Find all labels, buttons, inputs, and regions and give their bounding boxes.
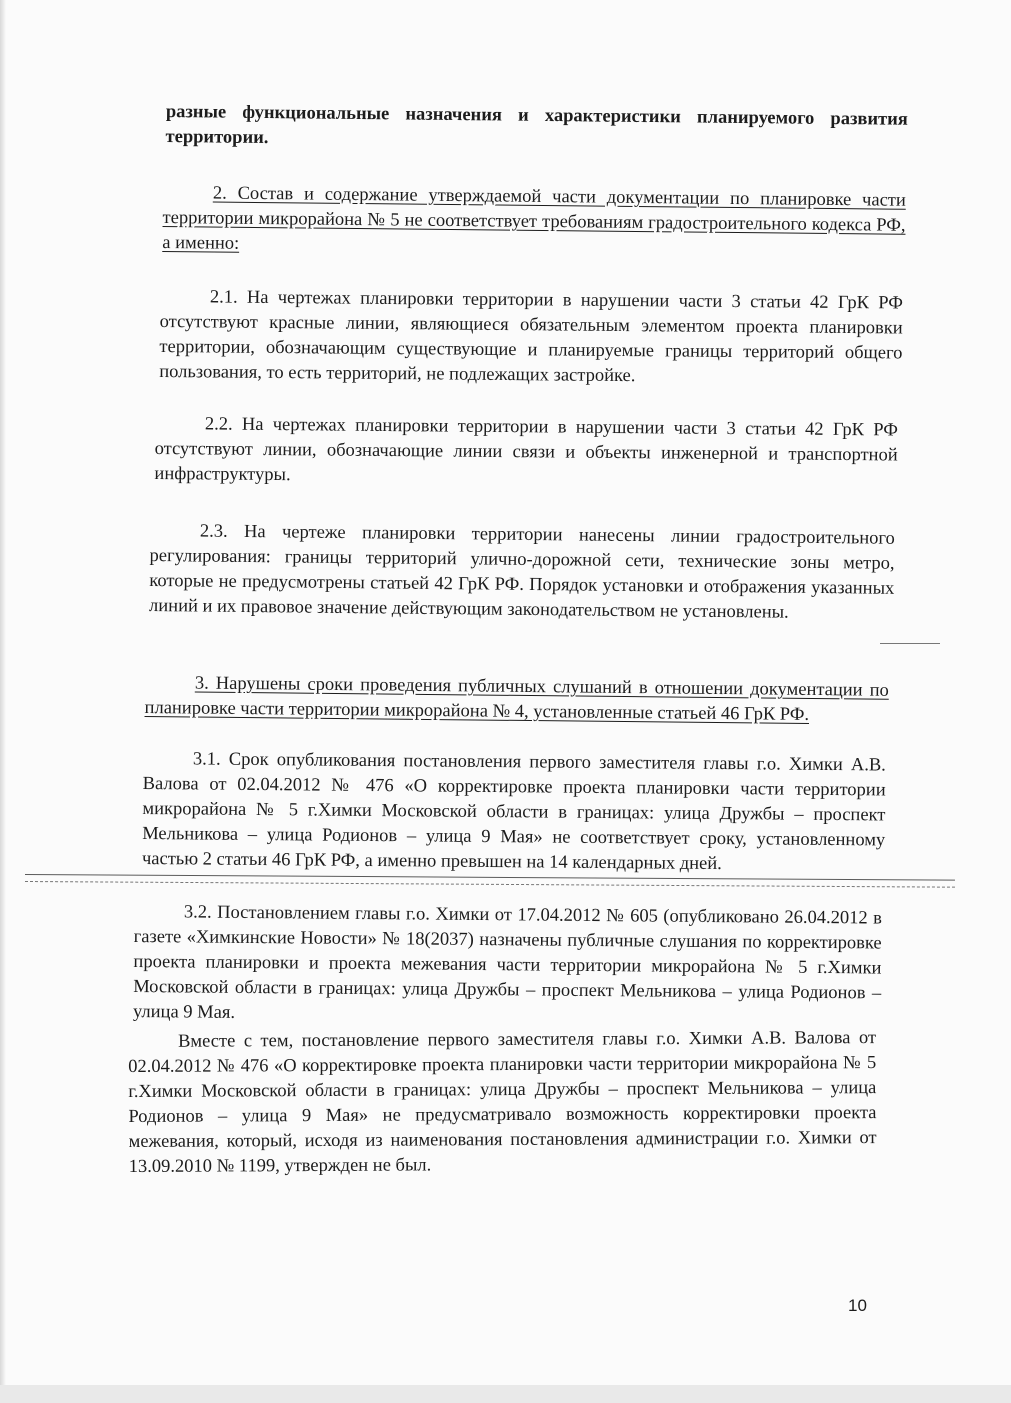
scan-edge-shadow (0, 0, 6, 1403)
item-3-1: 3.1. Срок опубликования постановления первого заместителя главы г.о. Химки А.В. Валова от 02.04.2012 № 476 «О корректировке проекта планировки части территории микрорайона № 5 г.Химки Московской области в границах: улица Дружбы – проспект Мельникова – улица Родионов – улица 9 Мая» не соответствует сроку, установленному частью 2 статьи 46 ГрК РФ, а именно превышен на 14 календарных дней. (141, 749, 886, 875)
item-2-3: 2.3. На чертеже планировки территории нанесены линии градостроительного регулирования: границы территорий улично-дорожной сети, технические зоны метро, которые не предусмотрены статьей 42 ГрК РФ. Порядок установки и отображения указанных линий и их правовое значение действующим законодательством не установлены. (148, 521, 895, 623)
section-2-heading: 2. Состав и содержание утверждаемой части документации по планировке части территории микрорайона № 5 не соответствует требованиям градостроительного кодекса РФ, а именно: (162, 183, 906, 254)
item-2-2: 2.2. На чертежах планировки территории в нарушении части 3 статьи 42 ГрК РФ отсутствуют линии, обозначающие линии связи и объекты инженерной и транспортной инфраструктуры. (154, 414, 898, 486)
scan-fold-line-dashed (25, 881, 955, 888)
intro-paragraph (165, 100, 907, 158)
section-2-heading-block (162, 181, 906, 264)
page-number: 10 (848, 1296, 867, 1315)
item-2-1-block (159, 285, 903, 391)
item-2-3-block (149, 519, 895, 627)
item-3-2-continuation: Вместе с тем, постановление первого заместителя главы г.о. Химки А.В. Валова от 02.04.2012 № 476 «О корректировке проекта планировки части территории микрорайона № 5 г.Химки Московской области в границах: улица Дружбы – проспект Мельникова – улица Родионов – улица 9 Мая» не предусматривало возможность корректировки проекта межевания, который, исходя из наименования постановления администрации г.о. Химки от 13.09.2010 № 1199, утвержден не был. (128, 1028, 877, 1177)
section-3-heading-block (144, 671, 888, 729)
item-3-2: 3.2. Постановлением главы г.о. Химки от 17.04.2012 № 605 (опубликовано 26.04.2012 в газете «Химкинские Новости» № 18(2037) назначены публичные слушания по корректировке проекта планировки и проекта межевания части территории микрорайона № 5 г.Химки Московской области в границах: улица Дружбы – проспект Мельникова – улица Родионов – улица 9 Мая. (132, 902, 882, 1023)
item-3-2-block (133, 900, 882, 1032)
intro-text: разные функциональные назначения и характеристики планируемого развития территории. (165, 101, 908, 149)
item-2-1: 2.1. На чертежах планировки территории в нарушении части 3 статьи 42 ГрК РФ отсутствуют красные линии, являющиеся обязательным элементом проекта планировки территории, обозначающим существующие и планируемые границы территорий общего пользования, то есть территорий, не подлежащих застройке. (159, 287, 903, 387)
scan-bottom-band (0, 1385, 1011, 1403)
item-2-2-block (154, 412, 898, 493)
section-3-heading: 3. Нарушены сроки проведения публичных слушаний в отношении документации по планировке части территории микрорайона № 4, установленные статьей 46 ГрК РФ. (144, 673, 889, 725)
item-3-2-continuation-block (128, 1026, 877, 1180)
scan-artifact-line (880, 643, 940, 644)
item-3-1-block (142, 747, 886, 878)
